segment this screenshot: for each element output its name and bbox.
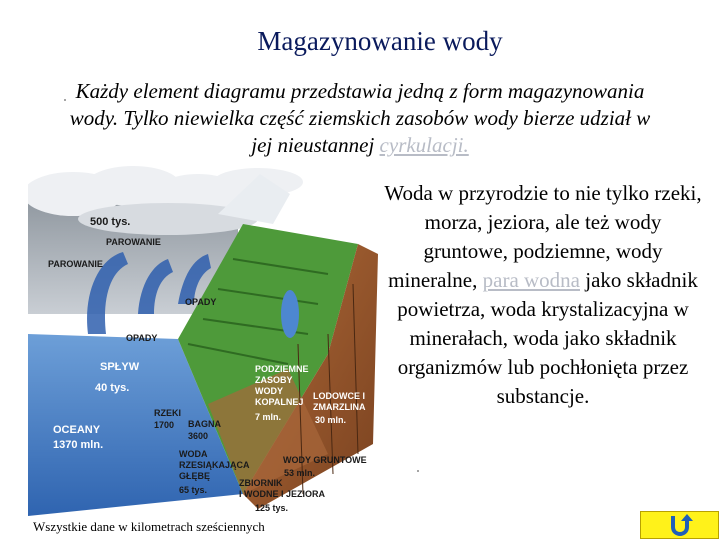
footnote: Wszystkie dane w kilometrach sześciennych bbox=[33, 519, 265, 534]
page-title: Magazynowanie wody bbox=[257, 26, 503, 56]
label-oceany-volume: 1370 mln. bbox=[53, 439, 104, 451]
intro-text bbox=[60, 78, 660, 159]
label-opady-right: OPADY bbox=[185, 297, 217, 307]
u-turn-arrow-icon bbox=[667, 514, 693, 536]
water-storage-diagram bbox=[28, 164, 378, 516]
para-wodna-link[interactable]: para wodna bbox=[482, 268, 580, 292]
label-lodowce-2: ZMARZLINA bbox=[313, 402, 366, 412]
label-parowanie-upper: PAROWANIE bbox=[106, 237, 161, 247]
label-podziemne-5: 7 mln. bbox=[255, 412, 282, 422]
label-podziemne-3: WODY bbox=[255, 386, 283, 396]
cyrkulacja-link[interactable]: cyrkulacji. bbox=[379, 133, 469, 157]
label-opady-left: OPADY bbox=[126, 333, 158, 343]
label-splyw-volume: 40 tys. bbox=[95, 382, 130, 394]
label-podziemne-1: PODZIEMNE bbox=[255, 364, 309, 374]
label-rzeki-volume: 1700 bbox=[154, 420, 175, 430]
label-lodowce-3: 30 mln. bbox=[315, 415, 347, 425]
label-bagna-volume: 3600 bbox=[188, 431, 209, 441]
label-gruntowe-1: WODY GRUNTOWE bbox=[283, 455, 367, 465]
label-oceany: OCEANY bbox=[53, 424, 101, 436]
decorative-dot bbox=[417, 470, 419, 472]
label-lodowce-1: LODOWCE I bbox=[313, 391, 365, 401]
label-podziemne-2: ZASOBY bbox=[255, 375, 293, 385]
lake bbox=[281, 290, 299, 338]
description-part-1: Woda w przyrodzie to nie tylko rzeki, morza, jeziora, ale też wody gruntowe, podziemne, wody mineralne, bbox=[384, 181, 702, 292]
label-woda-1: WODA bbox=[179, 449, 208, 459]
label-podziemne-4: KOPALNEJ bbox=[255, 397, 304, 407]
label-parowanie-left: PAROWANIE bbox=[48, 259, 103, 269]
label-zbiornik-2: I WODNE I JEZIORA bbox=[239, 489, 326, 499]
label-zbiornik-3: 125 tys. bbox=[255, 503, 289, 513]
label-gruntowe-2: 53 mln. bbox=[284, 468, 316, 478]
label-woda-4: 65 tys. bbox=[179, 485, 208, 495]
label-woda-2: RZESIĄKAJĄCA bbox=[179, 460, 250, 470]
label-atmosphere-volume: 500 tys. bbox=[90, 216, 131, 228]
description-text bbox=[383, 179, 703, 411]
decorative-dot bbox=[64, 99, 66, 101]
intro-body: Każdy element diagramu przedstawia jedną z form magazynowania wody. Tylko niewielka część ziemskich zasobów wody bierze udział w jej nieustannej bbox=[69, 79, 651, 157]
label-bagna: BAGNA bbox=[188, 419, 221, 429]
label-rzeki: RZEKI bbox=[154, 408, 181, 418]
label-woda-3: GŁĘBĘ bbox=[179, 471, 211, 481]
return-button[interactable] bbox=[640, 511, 719, 539]
label-zbiornik-1: ZBIORNIK bbox=[239, 478, 283, 488]
label-splyw: SPŁYW bbox=[100, 361, 140, 373]
description-part-2: jako składnik powietrza, woda krystalizacyjna w minerałach, woda jako składnik organizmów lub pochłonięta przez substancje. bbox=[397, 268, 698, 408]
